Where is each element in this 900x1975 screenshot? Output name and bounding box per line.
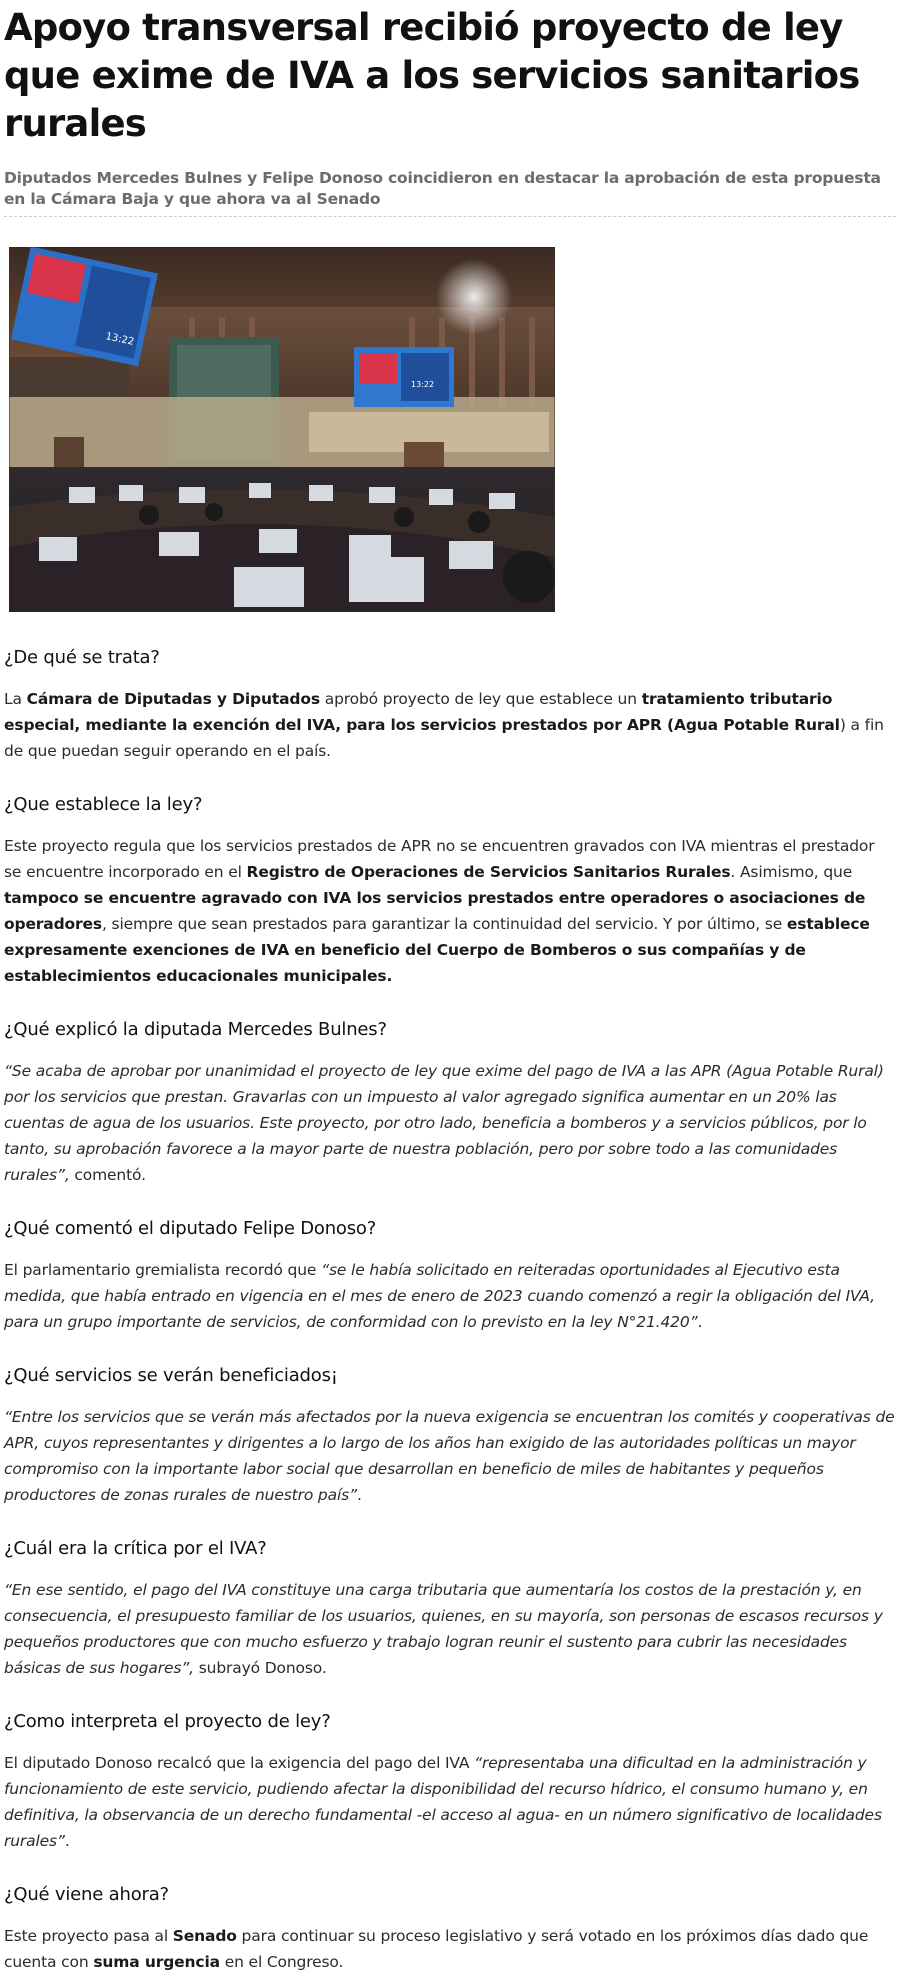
- divider: [4, 216, 896, 217]
- article-subtitle: Diputados Mercedes Bulnes y Felipe Donoso coincidieron en destacar la aprobación de esta propuesta en la Cámara Baja y que ahora va al Senado: [4, 169, 881, 208]
- section-heading: ¿Que establece la ley?: [4, 794, 203, 815]
- section-paragraph: Este proyecto pasa al Senado para continuar su proceso legislativo y será votado en los próximos días dado que cuenta con suma urgencia en el Congreso.: [4, 1927, 869, 1971]
- section-paragraph: El parlamentario gremialista recordó que “se le había solicitado en reiteradas oportunidades al Ejecutivo esta medida, que había entrado en vigencia en el mes de enero de 2023 cuando comenzó a regir la obligación del IVA, para un grupo importante de servicios, de conformidad con lo previsto en la ley N°21.420”.: [4, 1261, 875, 1331]
- section-heading: ¿Qué servicios se verán beneficiados¡: [4, 1365, 338, 1386]
- section-paragraph: “Se acaba de aprobar por unanimidad el proyecto de ley que exime del pago de IVA a las APR (Agua Potable Rural) por los servicios que prestan. Gravarlas con un impuesto al valor agregado significa aumentar en un 20% las cuentas de agua de los usuarios. Este proyecto, por otro lado, beneficia a bomberos y a servicios públicos, por lo tanto, su aprobación favorece a la mayor parte de nuestra población, pero por sobre todo a las comunidades rurales”, comentó.: [4, 1062, 884, 1184]
- chamber-photo: [9, 247, 555, 612]
- section-heading: ¿Qué viene ahora?: [4, 1884, 169, 1905]
- section-paragraph: “Entre los servicios que se verán más afectados por la nueva exigencia se encuentran los comités y cooperativas de APR, cuyos representantes y dirigentes a lo largo de los años han exigido de las autoridades políticas un mayor compromiso con la importante labor social que desarrollan en beneficio de miles de habitantes y pequeños productores de zonas rurales de nuestro país”.: [4, 1408, 895, 1504]
- section-heading: ¿Qué comentó el diputado Felipe Donoso?: [4, 1218, 377, 1239]
- section-heading: ¿Cuál era la crítica por el IVA?: [4, 1538, 267, 1559]
- section-paragraph: “En ese sentido, el pago del IVA constituye una carga tributaria que aumentaría los costos de la prestación y, en consecuencia, el presupuesto familiar de los usuarios, quienes, en su mayoría, son personas de escasos recursos y pequeños productores que con mucho esfuerzo y trabajo logran reunir el sustento para cubrir las necesidades básicas de sus hogares”, subrayó Donoso.: [4, 1581, 883, 1677]
- section-paragraph: Este proyecto regula que los servicios prestados de APR no se encuentren gravados con IVA mientras el prestador se encuentre incorporado en el Registro de Operaciones de Servicios Sanitarios Rurales. Asimismo, que tampoco se encuentre agravado con IVA los servicios prestados entre operadores o asociaciones de operadores, siempre que sean prestados para garantizar la continuidad del servicio. Y por último, se establece expresamente exenciones de IVA en beneficio del Cuerpo de Bomberos o sus compañías y de establecimientos educacionales municipales.: [4, 837, 875, 985]
- section-heading: ¿Qué explicó la diputada Mercedes Bulnes?: [4, 1019, 387, 1040]
- article: [0, 4, 900, 1975]
- section-heading: ¿De qué se trata?: [4, 647, 160, 668]
- svg-text:13:22: 13:22: [104, 331, 135, 348]
- section-heading: ¿Como interpreta el proyecto de ley?: [4, 1711, 331, 1732]
- section-paragraph: La Cámara de Diputadas y Diputados aprobó proyecto de ley que establece un tratamiento tributario especial, mediante la exención del IVA, para los servicios prestados por APR (Agua Potable Rural) a fin de que puedan seguir operando en el país.: [4, 690, 884, 760]
- svg-text:13:22: 13:22: [411, 380, 435, 389]
- section-paragraph: El diputado Donoso recalcó que la exigencia del pago del IVA “representaba una dificultad en la administración y funcionamiento de este servicio, pudiendo afectar la disponibilidad del recurso hídrico, el consumo humano y, en definitiva, la observancia de un derecho fundamental -el acceso al agua- en un número significativo de localidades rurales”.: [4, 1754, 882, 1850]
- article-title: Apoyo transversal recibió proyecto de ley que exime de IVA a los servicios sanitarios rurales: [4, 6, 860, 145]
